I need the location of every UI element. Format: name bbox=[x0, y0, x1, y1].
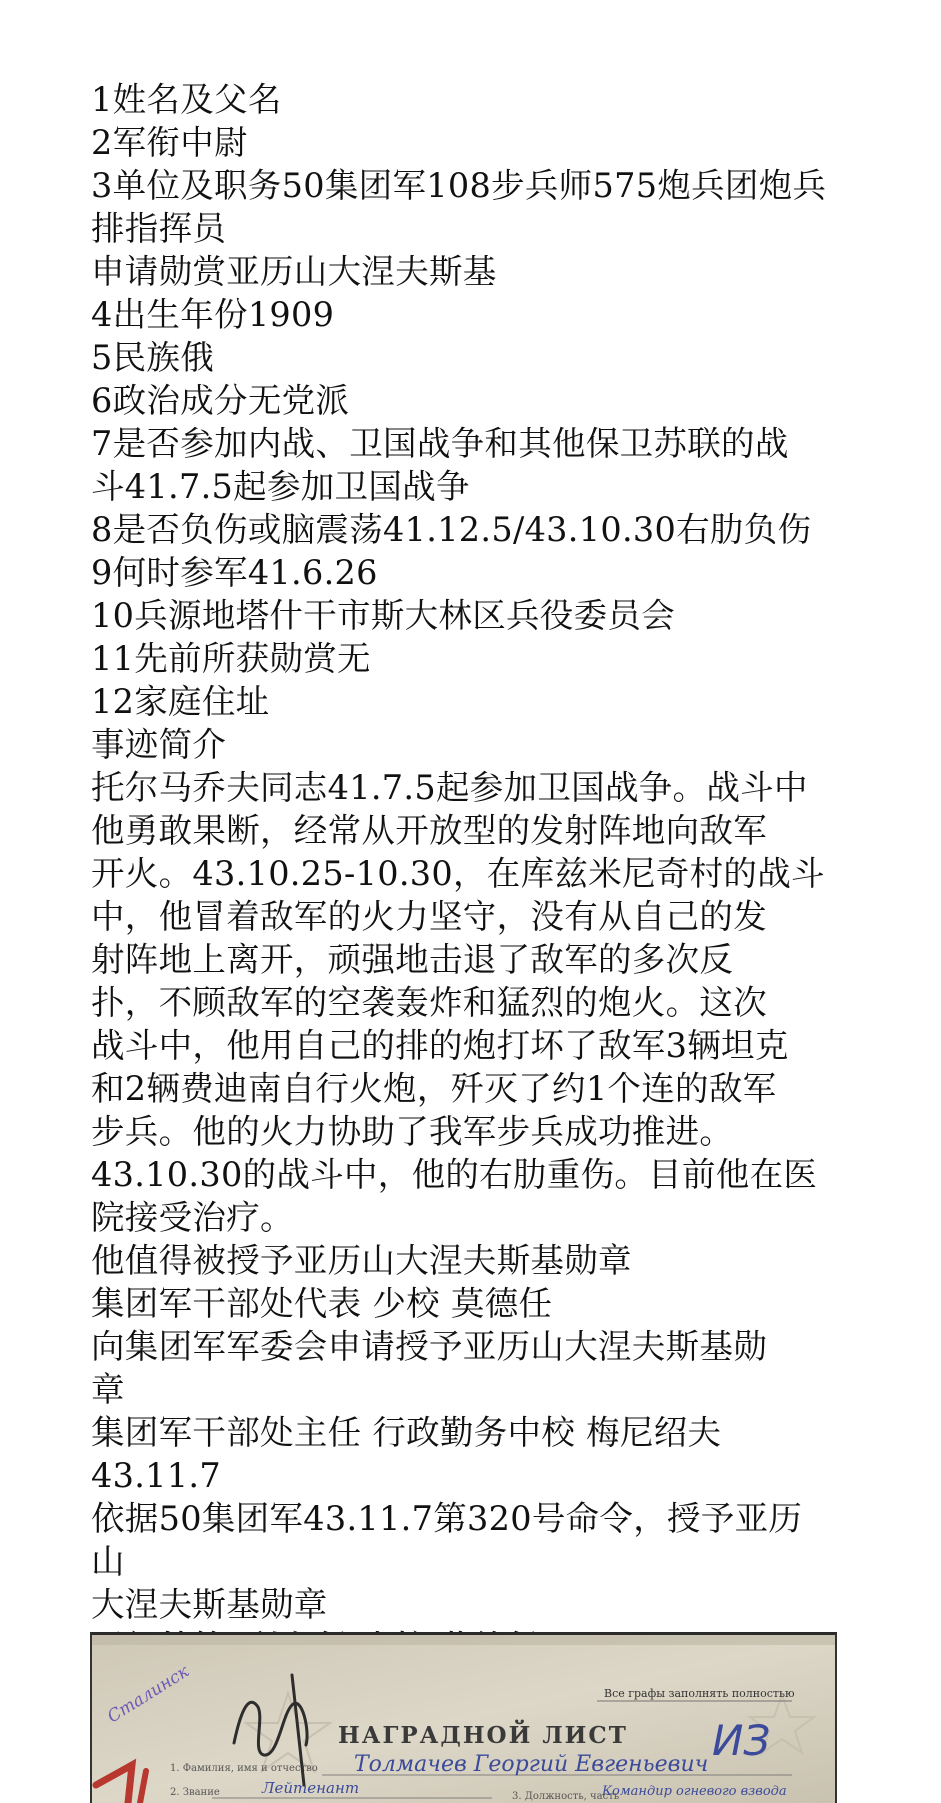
text-line: 章 bbox=[91, 1370, 125, 1409]
text-line: 步兵。他的火力协助了我军步兵成功推进。 bbox=[91, 1112, 734, 1151]
text-line: 扑，不顾敌军的空袭轰炸和猛烈的炮火。这次 bbox=[91, 983, 767, 1022]
award-sheet-scan-drawing bbox=[92, 1635, 835, 1803]
text-line: 6政治成分无党派 bbox=[91, 381, 350, 420]
scan-header-note: Все графы заполнять полностью bbox=[604, 1687, 795, 1700]
text-line: 3单位及职务50集团军108步兵师575炮兵团炮兵 bbox=[91, 166, 827, 205]
text-line: 集团军干部处主任 行政勤务中校 梅尼绍夫 bbox=[91, 1413, 722, 1452]
text-line: 4出生年份1909 bbox=[91, 295, 335, 334]
scan-form-label: 2. Звание bbox=[170, 1787, 220, 1798]
text-line: 托尔马乔夫同志41.7.5起参加卫国战争。战斗中 bbox=[91, 768, 808, 807]
text-line: 43.10.30的战斗中，他的右肋重伤。目前他在医 bbox=[91, 1155, 818, 1194]
scan-form-label: 3. Должность, часть bbox=[512, 1791, 620, 1802]
award-sheet-scan bbox=[90, 1632, 837, 1803]
text-line: 他勇敢果断，经常从开放型的发射阵地向敌军 bbox=[91, 811, 767, 850]
text-line: 9何时参军41.6.26 bbox=[91, 553, 378, 592]
text-line: 开火。43.10.25-10.30，在库兹米尼奇村的战斗 bbox=[91, 854, 825, 893]
section-heading: 事迹简介 bbox=[91, 725, 227, 764]
text-line: 集团军干部处代表 少校 莫德任 bbox=[91, 1284, 553, 1323]
text-line: 43.11.7 bbox=[91, 1456, 221, 1495]
text-line: 排指挥员 bbox=[91, 209, 227, 248]
text-line: 8是否负伤或脑震荡41.12.5/43.10.30右肋负伤 bbox=[91, 510, 812, 549]
text-line: 中，他冒着敌军的火力坚守，没有从自己的发 bbox=[91, 897, 767, 936]
text-line: 7是否参加内战、卫国战争和其他保卫苏联的战 bbox=[91, 424, 789, 463]
margin-mark: Сталинск bbox=[104, 1661, 193, 1728]
text-line: 1姓名及父名 bbox=[91, 80, 282, 119]
text-line: 射阵地上离开，顽强地击退了敌军的多次反 bbox=[91, 940, 734, 979]
paper-top-shadow bbox=[92, 1635, 835, 1645]
text-line: 申请勋赏亚历山大涅夫斯基 bbox=[91, 252, 497, 291]
text-line: 12家庭住址 bbox=[91, 682, 270, 721]
text-line: 11先前所获勋赏无 bbox=[91, 639, 371, 678]
corner-mark: ИЗ bbox=[712, 1716, 771, 1765]
text-line: 2军衔中尉 bbox=[91, 123, 248, 162]
translation-text bbox=[91, 78, 836, 1669]
text-line: 依据50集团军43.11.7第320号命令，授予亚历山 bbox=[91, 1499, 803, 1581]
text-line: 大涅夫斯基勋章 bbox=[91, 1585, 328, 1624]
scan-title: НАГРАДНОЙ ЛИСТ bbox=[338, 1722, 628, 1749]
text-line: 向集团军军委会申请授予亚历山大涅夫斯基勋 bbox=[91, 1327, 767, 1366]
text-line: 10兵源地塔什干市斯大林区兵役委员会 bbox=[91, 596, 676, 635]
text-line: 院接受治疗。 bbox=[91, 1198, 294, 1237]
handwritten-position: Командир огневого взвода bbox=[602, 1784, 787, 1799]
text-line: 和2辆费迪南自行火炮，歼灭了约1个连的敌军 bbox=[91, 1069, 777, 1108]
scan-form-label: 1. Фамилия, имя и отчество bbox=[170, 1763, 318, 1774]
text-line: 5民族俄 bbox=[91, 338, 215, 377]
handwritten-rank: Лейтенант bbox=[262, 1779, 360, 1797]
handwritten-name: Толмачев Георгий Евгеньевич bbox=[354, 1752, 709, 1777]
text-line: 斗41.7.5起参加卫国战争 bbox=[91, 467, 470, 506]
text-line: 战斗中，他用自己的排的炮打坏了敌军3辆坦克 bbox=[91, 1026, 789, 1065]
text-line: 他值得被授予亚历山大涅夫斯基勋章 bbox=[91, 1241, 632, 1280]
